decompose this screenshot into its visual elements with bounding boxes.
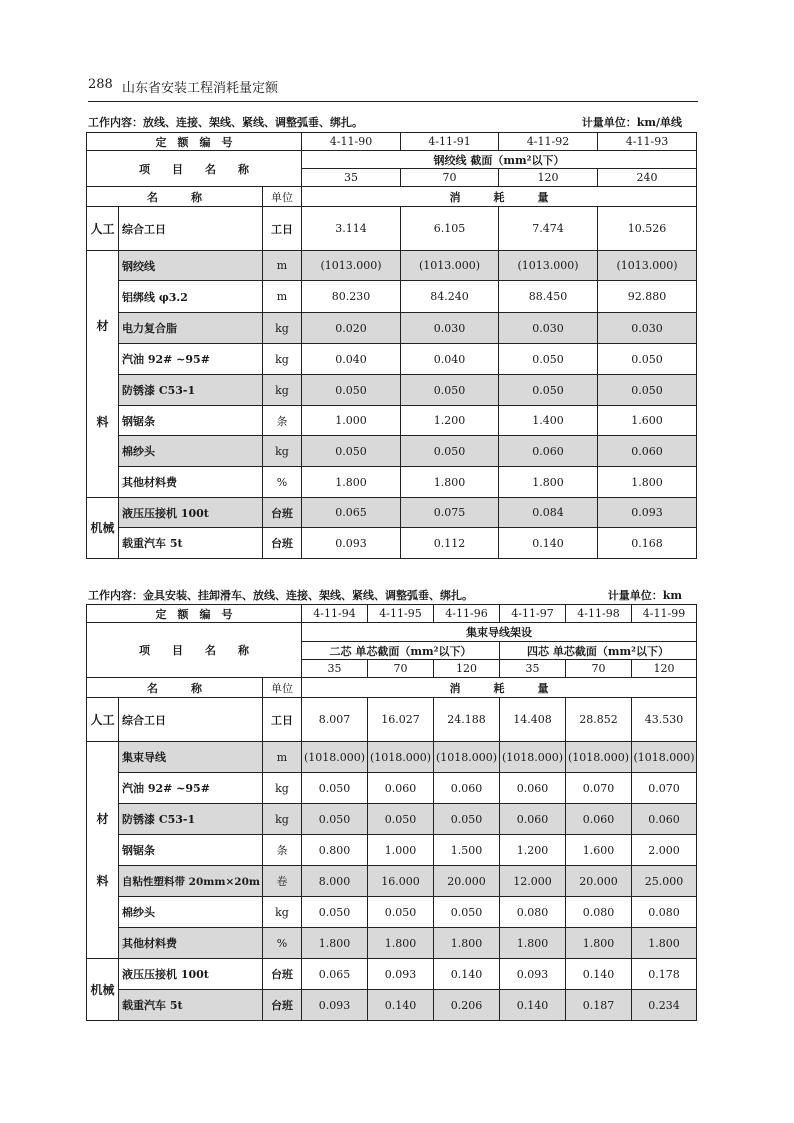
t2-row-value: 0.234 [632, 990, 697, 1021]
t1-row-unit: m [263, 281, 302, 313]
t1-work-line [88, 114, 696, 130]
t1-row-value: 3.114 [302, 207, 401, 251]
t1-row-name: 铝绑线 φ3.2 [119, 281, 263, 313]
t2-size: 70 [368, 660, 434, 678]
t2-row-value: 0.065 [302, 959, 368, 990]
t1-row-value: 1.600 [598, 406, 697, 436]
t2-work-line [88, 587, 696, 603]
t2-row-value: 0.060 [566, 804, 632, 835]
t2-row-value: 0.060 [434, 773, 500, 804]
t2-row-value: 1.800 [368, 928, 434, 959]
t1-label-code: 定 额 编 号 [87, 133, 302, 151]
t1-row-value: 10.526 [598, 207, 697, 251]
t1-row-unit: kg [263, 375, 302, 406]
t2-row-name: 其他材料费 [119, 928, 263, 959]
t2-row-value: 0.050 [302, 773, 368, 804]
t1-row-name: 防锈漆 C53-1 [119, 375, 263, 406]
t2-row-value: 0.140 [500, 990, 566, 1021]
t1-row-value: 1.800 [598, 467, 697, 498]
t2-row-value: 0.070 [566, 773, 632, 804]
t2-row-value: 16.027 [368, 698, 434, 742]
t1-row-value: 1.800 [401, 467, 499, 498]
t1-size: 35 [302, 169, 401, 187]
t1-label-name: 名 称 [87, 187, 263, 207]
quota-table-2 [86, 604, 697, 1021]
t1-row-value: 1.000 [302, 406, 401, 436]
t2-row-value: 8.007 [302, 698, 368, 742]
t1-row-value: 0.030 [401, 313, 499, 344]
t1-row-value: 0.112 [401, 528, 499, 559]
t1-row-value: 0.050 [302, 436, 401, 467]
t2-row-value: 0.178 [632, 959, 697, 990]
t1-row-name: 汽油 92# ~95# [119, 344, 263, 375]
t2-row-unit: 工日 [263, 698, 302, 742]
t1-row-value: (1013.000) [499, 251, 598, 281]
t2-code: 4-11-98 [566, 605, 632, 623]
t2-cat-material-top: 材 [96, 812, 109, 826]
t1-row-value: (1013.000) [302, 251, 401, 281]
t1-row-value: 0.030 [499, 313, 598, 344]
t2-row-value: 0.050 [434, 897, 500, 928]
t2-row-value: 0.060 [632, 804, 697, 835]
t1-row-name: 钢锯条 [119, 406, 263, 436]
t2-row-value: 0.050 [302, 804, 368, 835]
t2-size: 70 [566, 660, 632, 678]
t1-row-value: 88.450 [499, 281, 598, 313]
t1-row-value: 0.075 [401, 498, 499, 528]
t1-row-unit: m [263, 251, 302, 281]
t1-code: 4-11-92 [499, 133, 598, 151]
t2-row-name: 自粘性塑料带 20mm×20m [119, 866, 263, 897]
t2-row-value: 8.000 [302, 866, 368, 897]
t1-row-value: 0.060 [598, 436, 697, 467]
t2-row-value: 0.093 [302, 990, 368, 1021]
t2-code: 4-11-97 [500, 605, 566, 623]
t1-row-value: 1.400 [499, 406, 598, 436]
t1-row-value: 1.200 [401, 406, 499, 436]
t2-row-value: 0.050 [302, 897, 368, 928]
t1-row-unit: 台班 [263, 498, 302, 528]
t1-row-value: 0.065 [302, 498, 401, 528]
t2-row-name: 棉纱头 [119, 897, 263, 928]
t2-code: 4-11-94 [302, 605, 368, 623]
t2-size: 120 [632, 660, 697, 678]
t2-group-header: 集束导线架设 [302, 623, 697, 642]
t2-row-value: 0.093 [500, 959, 566, 990]
t1-category-machine: 机械 [87, 498, 119, 559]
t1-work-content: 工作内容：放线、连接、架线、紧线、调整弧垂、绑扎。 [88, 116, 363, 129]
t1-row-value: (1013.000) [598, 251, 697, 281]
t2-subgroup-two-core: 二芯 单芯截面（mm²以下） [302, 642, 500, 660]
t1-row-value: 0.050 [302, 375, 401, 406]
t2-row-unit: 台班 [263, 959, 302, 990]
t1-row-value: 0.084 [499, 498, 598, 528]
t2-code: 4-11-95 [368, 605, 434, 623]
t1-row-value: 92.880 [598, 281, 697, 313]
t2-row-value: 0.080 [500, 897, 566, 928]
t1-label-consumption: 消 耗 量 [302, 187, 697, 207]
t2-row-unit: 卷 [263, 866, 302, 897]
t2-row-value: 1.800 [566, 928, 632, 959]
t2-row-name: 防锈漆 C53-1 [119, 804, 263, 835]
t1-category-material [87, 251, 119, 498]
t2-row-unit: m [263, 742, 302, 773]
t1-row-value: 0.040 [401, 344, 499, 375]
t1-code: 4-11-90 [302, 133, 401, 151]
t1-row-value: 0.050 [401, 375, 499, 406]
t2-row-value: 0.093 [368, 959, 434, 990]
t2-cat-material-bottom: 料 [96, 874, 109, 888]
t2-row-value: 43.530 [632, 698, 697, 742]
quota-table-1 [86, 132, 697, 559]
t2-row-value: 0.060 [368, 773, 434, 804]
t2-label-code: 定 额 编 号 [87, 605, 302, 623]
t1-row-name: 其他材料费 [119, 467, 263, 498]
t1-row-unit: 条 [263, 406, 302, 436]
book-title: 山东省安装工程消耗量定额 [122, 81, 279, 96]
t1-label-unit: 单位 [263, 187, 302, 207]
page-header [88, 75, 698, 102]
t2-row-value: (1018.000) [566, 742, 632, 773]
t2-row-value: 0.140 [368, 990, 434, 1021]
t1-row-value: 6.105 [401, 207, 499, 251]
t2-row-value: 28.852 [566, 698, 632, 742]
t2-size: 35 [302, 660, 368, 678]
t2-row-value: 1.600 [566, 835, 632, 866]
t1-row-value: 0.093 [302, 528, 401, 559]
t1-row-unit: kg [263, 313, 302, 344]
t2-unit-note: 计量单位：km [607, 589, 682, 602]
page-number: 288 [88, 77, 113, 92]
t1-code: 4-11-91 [401, 133, 499, 151]
t1-row-value: 0.050 [401, 436, 499, 467]
t2-row-value: 1.800 [302, 928, 368, 959]
t1-row-name: 液压压接机 100t [119, 498, 263, 528]
t1-row-value: (1013.000) [401, 251, 499, 281]
t2-row-value: 0.060 [500, 773, 566, 804]
t1-row-value: 1.800 [499, 467, 598, 498]
t1-row-name: 电力复合脂 [119, 313, 263, 344]
t1-category-labor: 人工 [87, 207, 119, 251]
t1-row-unit: 工日 [263, 207, 302, 251]
t1-row-value: 1.800 [302, 467, 401, 498]
t2-size: 120 [434, 660, 500, 678]
t2-row-value: 12.000 [500, 866, 566, 897]
t2-code: 4-11-96 [434, 605, 500, 623]
t2-row-value: 0.080 [632, 897, 697, 928]
t2-row-value: 2.000 [632, 835, 697, 866]
t2-row-value: 0.080 [566, 897, 632, 928]
t2-row-value: 1.500 [434, 835, 500, 866]
t2-row-unit: 台班 [263, 990, 302, 1021]
t2-row-value: (1018.000) [434, 742, 500, 773]
t2-row-value: 0.140 [566, 959, 632, 990]
t1-row-unit: kg [263, 344, 302, 375]
t2-row-value: 0.206 [434, 990, 500, 1021]
t1-row-value: 0.050 [598, 344, 697, 375]
t1-row-unit: 台班 [263, 528, 302, 559]
t1-row-value: 0.030 [598, 313, 697, 344]
t1-row-value: 0.140 [499, 528, 598, 559]
t1-row-value: 80.230 [302, 281, 401, 313]
t2-row-value: 1.000 [368, 835, 434, 866]
t2-row-unit: 条 [263, 835, 302, 866]
t1-unit-note: 计量单位：km/单线 [581, 116, 682, 129]
t1-row-value: 0.050 [499, 344, 598, 375]
t2-row-value: 14.408 [500, 698, 566, 742]
t2-subgroup-four-core: 四芯 单芯截面（mm²以下） [500, 642, 697, 660]
t1-row-value: 0.093 [598, 498, 697, 528]
t2-row-value: (1018.000) [368, 742, 434, 773]
t2-work-content: 工作内容：金具安装、挂卸滑车、放线、连接、架线、紧线、调整弧垂、绑扎。 [88, 589, 473, 602]
t2-row-value: 0.060 [500, 804, 566, 835]
t2-row-unit: kg [263, 804, 302, 835]
t1-size: 120 [499, 169, 598, 187]
t2-row-value: (1018.000) [632, 742, 697, 773]
t2-row-name: 汽油 92# ~95# [119, 773, 263, 804]
t1-row-value: 0.168 [598, 528, 697, 559]
t2-row-value: 24.188 [434, 698, 500, 742]
t1-row-value: 0.040 [302, 344, 401, 375]
t2-row-value: 16.000 [368, 866, 434, 897]
t1-row-value: 0.050 [598, 375, 697, 406]
t1-row-name: 载重汽车 5t [119, 528, 263, 559]
t2-row-unit: kg [263, 897, 302, 928]
t2-label-name: 名 称 [87, 678, 263, 698]
t1-label-item: 项 目 名 称 [87, 151, 302, 187]
t2-label-consumption: 消 耗 量 [302, 678, 697, 698]
t1-row-name: 综合工日 [119, 207, 263, 251]
t2-category-labor: 人工 [87, 698, 119, 742]
t2-row-value: 20.000 [434, 866, 500, 897]
t1-group-header: 钢绞线 截面（mm²以下） [302, 151, 697, 169]
t1-row-value: 0.060 [499, 436, 598, 467]
t2-code: 4-11-99 [632, 605, 697, 623]
t2-label-unit: 单位 [263, 678, 302, 698]
t2-row-value: 0.050 [368, 897, 434, 928]
t1-row-value: 84.240 [401, 281, 499, 313]
t1-size: 240 [598, 169, 697, 187]
t2-category-machine: 机械 [87, 959, 119, 1021]
t2-row-value: 25.000 [632, 866, 697, 897]
t2-row-value: 1.800 [500, 928, 566, 959]
t1-row-value: 0.050 [499, 375, 598, 406]
t2-row-unit: % [263, 928, 302, 959]
t2-row-value: (1018.000) [500, 742, 566, 773]
t2-row-value: 0.050 [434, 804, 500, 835]
t2-row-value: 1.200 [500, 835, 566, 866]
t1-row-value: 0.020 [302, 313, 401, 344]
t2-row-value: 0.187 [566, 990, 632, 1021]
t2-row-value: 20.000 [566, 866, 632, 897]
t1-row-unit: % [263, 467, 302, 498]
t2-label-item: 项 目 名 称 [87, 623, 302, 678]
t2-row-unit: kg [263, 773, 302, 804]
t2-row-value: 0.800 [302, 835, 368, 866]
t1-code: 4-11-93 [598, 133, 697, 151]
t2-row-value: 1.800 [632, 928, 697, 959]
t1-row-name: 钢绞线 [119, 251, 263, 281]
t2-row-name: 集束导线 [119, 742, 263, 773]
t2-row-name: 综合工日 [119, 698, 263, 742]
t2-row-value: (1018.000) [302, 742, 368, 773]
t1-cat-material-bottom: 料 [96, 415, 109, 429]
t2-row-name: 液压压接机 100t [119, 959, 263, 990]
t2-row-name: 载重汽车 5t [119, 990, 263, 1021]
t1-row-unit: kg [263, 436, 302, 467]
t2-row-value: 0.050 [368, 804, 434, 835]
t2-row-name: 钢锯条 [119, 835, 263, 866]
t1-row-value: 7.474 [499, 207, 598, 251]
t2-size: 35 [500, 660, 566, 678]
t2-row-value: 0.070 [632, 773, 697, 804]
t2-category-material [87, 742, 119, 959]
t1-cat-material-top: 材 [96, 319, 109, 333]
t1-row-name: 棉纱头 [119, 436, 263, 467]
t2-row-value: 0.140 [434, 959, 500, 990]
t1-size: 70 [401, 169, 499, 187]
t2-row-value: 1.800 [434, 928, 500, 959]
